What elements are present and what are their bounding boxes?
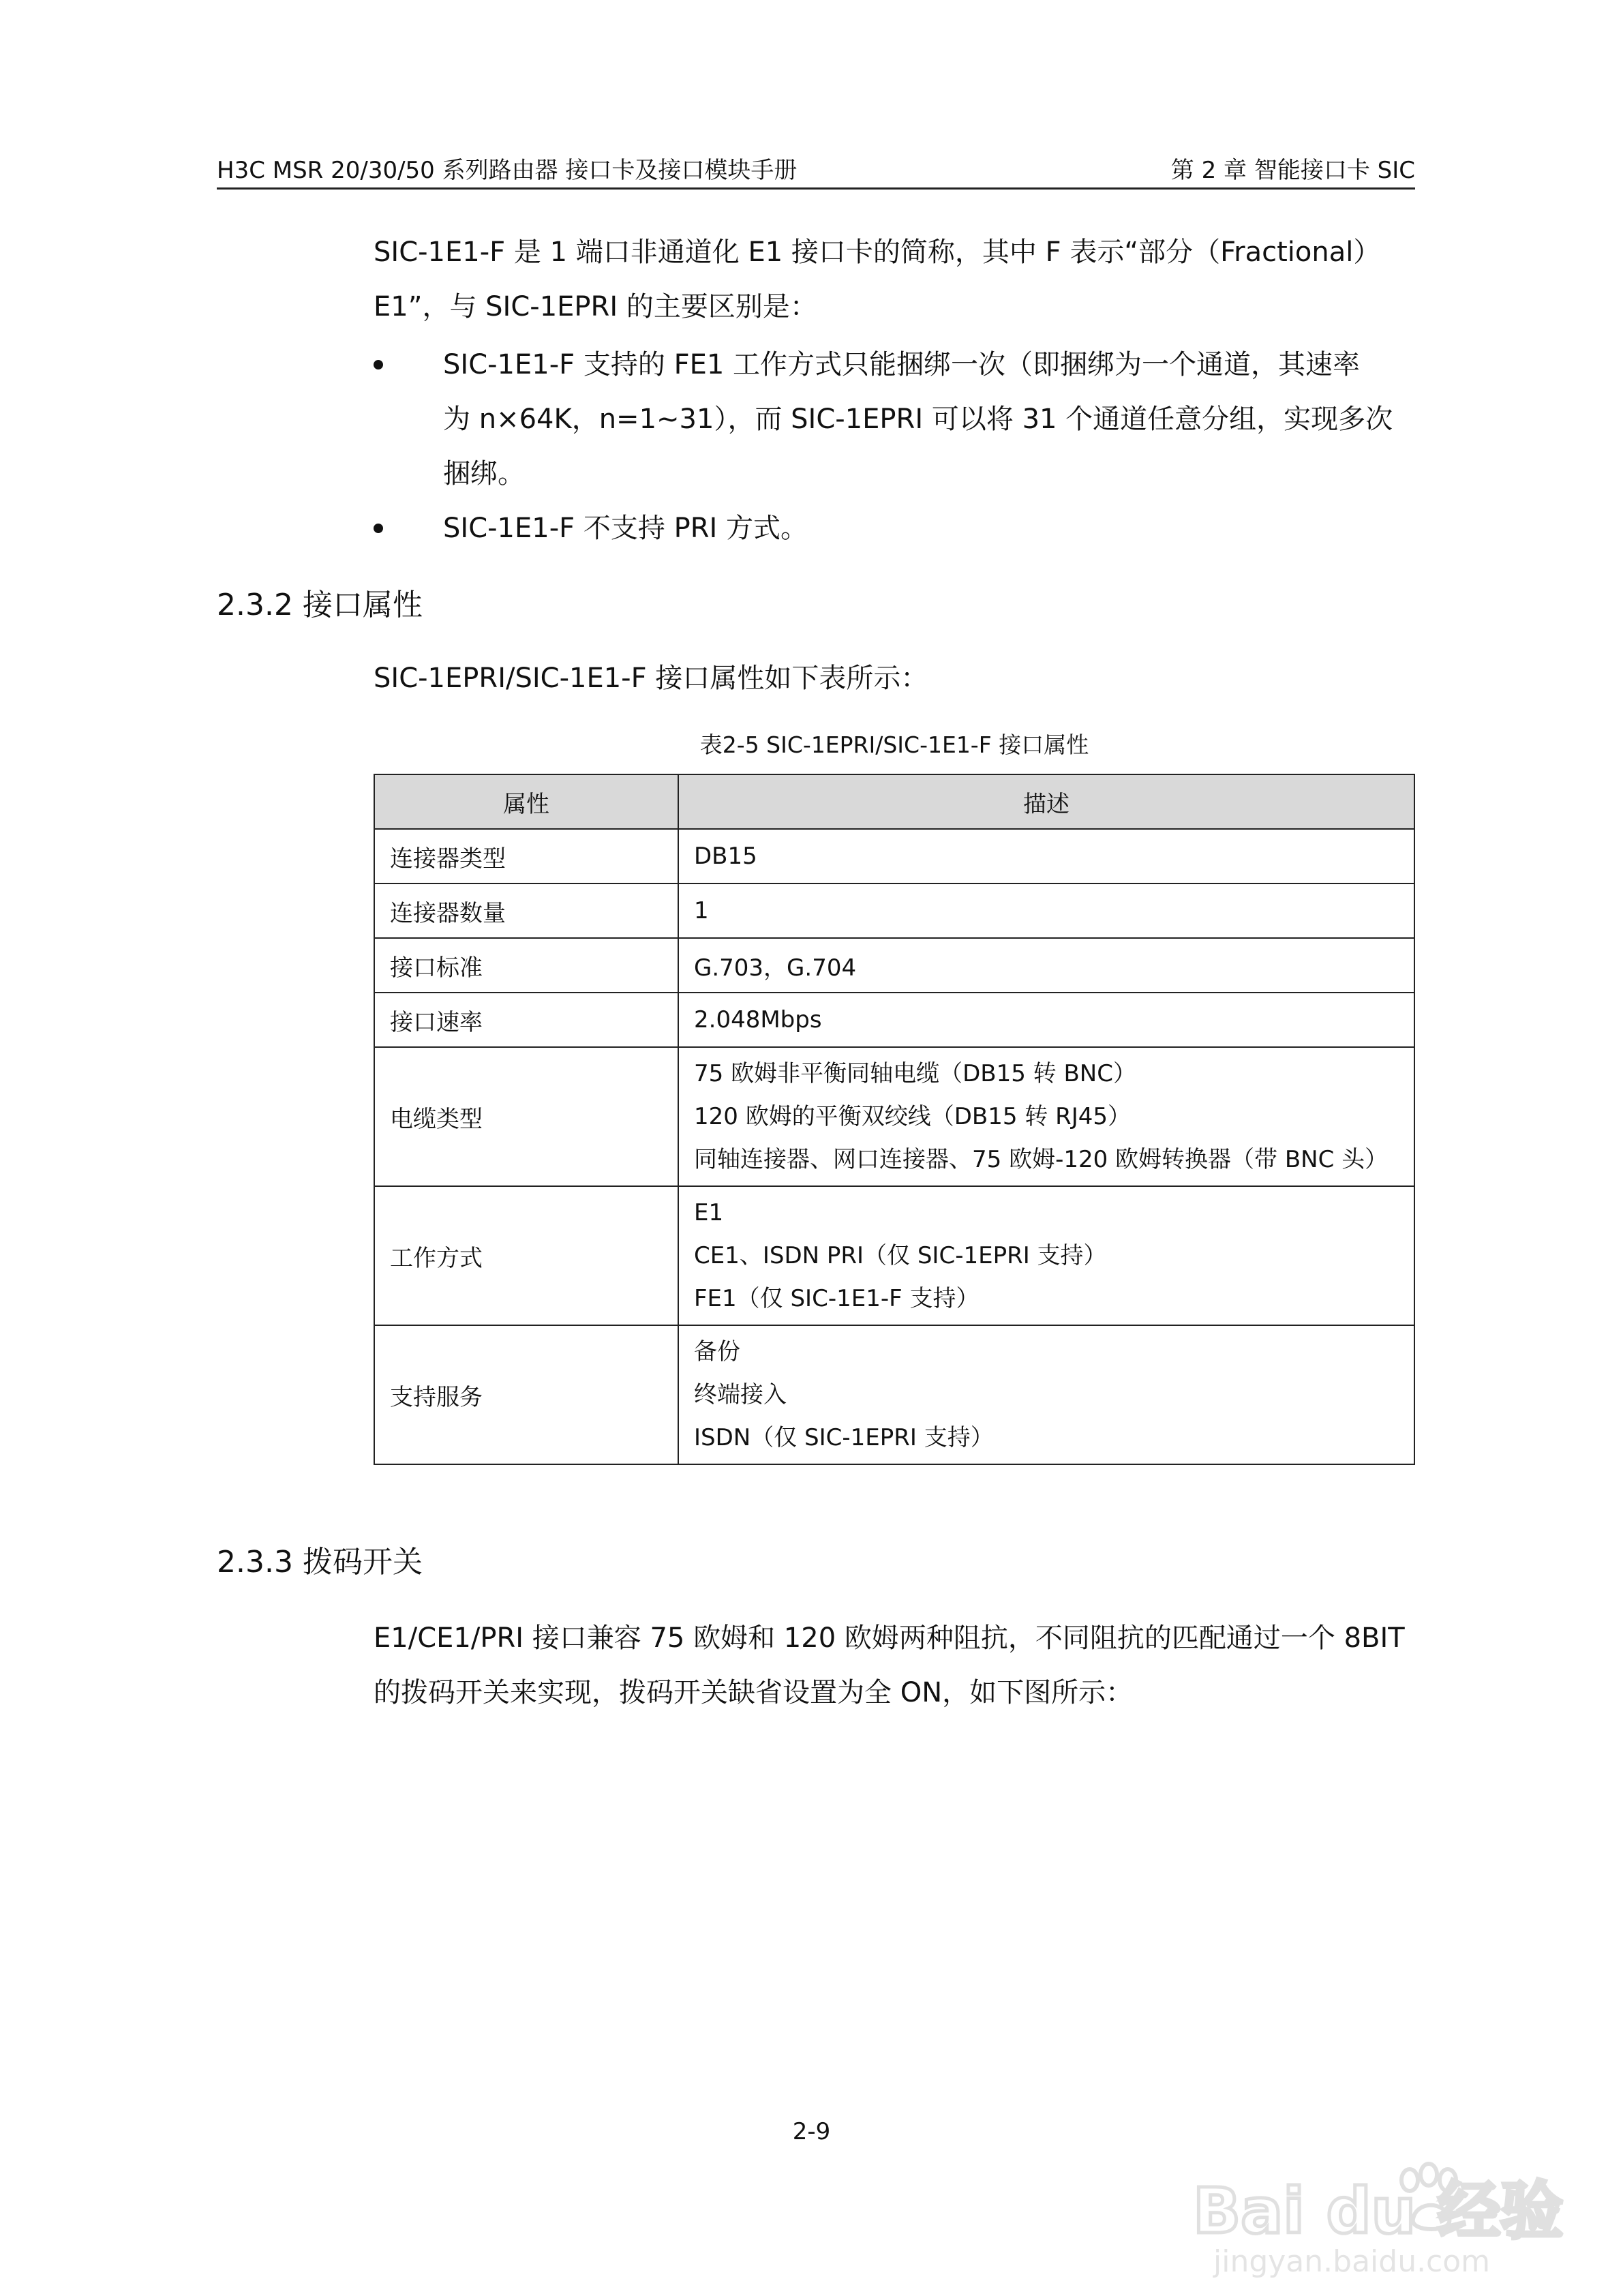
column-header-description: 描述 [678, 774, 1414, 829]
attribute-cell: 连接器类型 [374, 829, 678, 883]
description-cell: 1 [678, 883, 1414, 938]
description-line: FE1（仅 SIC-1E1-F 支持） [694, 1284, 980, 1312]
bullet-1-line-2: 为 n×64K，n=1~31），而 SIC-1EPRI 可以将 31 个通道任意分组，实现多次 [443, 404, 1393, 435]
section-2-3-3-line-2: 的拨码开关来实现，拨码开关缺省设置为全 ON，如下图所示： [374, 1677, 1134, 1708]
description-line: E1 [694, 1198, 724, 1226]
page-header [217, 153, 1415, 190]
column-header-attribute: 属性 [374, 774, 678, 829]
description-line: 备份 [694, 1338, 740, 1365]
description-cell: G.703，G.704 [678, 938, 1414, 993]
table-row [374, 993, 1414, 1047]
description-line: ISDN（仅 SIC-1EPRI 支持） [694, 1423, 994, 1451]
section-2-3-3-line-1: E1/CE1/PRI 接口兼容 75 欧姆和 120 欧姆两种阻抗，不同阻抗的匹配通过一个 8BIT [374, 1622, 1405, 1654]
description-line: 75 欧姆非平衡同轴电缆（DB15 转 BNC） [694, 1059, 1136, 1087]
section-heading-2-3-2: 2.3.2 接口属性 [217, 588, 423, 622]
bullet-dot [374, 360, 383, 369]
table-row [374, 938, 1414, 993]
table-row [374, 1047, 1414, 1186]
table-row [374, 1186, 1414, 1325]
section-2-3-2-text: SIC-1EPRI/SIC-1E1-F 接口属性如下表所示： [374, 663, 928, 694]
description-line: 120 欧姆的平衡双绞线（DB15 转 RJ45） [694, 1102, 1132, 1130]
table-header-row [374, 774, 1414, 829]
description-line: 同轴连接器、网口连接器、75 欧姆-120 欧姆转换器（带 BNC 头） [694, 1145, 1389, 1173]
bullet-1-line-3: 捆绑。 [443, 458, 525, 489]
table-row [374, 1325, 1414, 1464]
bullet-1-line-1: SIC-1E1-F 支持的 FE1 工作方式只能捆绑一次（即捆绑为一个通道，其速率 [443, 349, 1361, 380]
section-heading-2-3-3: 2.3.3 拨码开关 [217, 1545, 423, 1580]
table-row [374, 829, 1414, 883]
attribute-cell: 连接器数量 [374, 883, 678, 938]
header-document-title: H3C MSR 20/30/50 系列路由器 接口卡及接口模块手册 [217, 157, 798, 184]
attribute-cell: 工作方式 [374, 1186, 678, 1325]
description-line: 终端接入 [694, 1380, 787, 1408]
attribute-cell: 支持服务 [374, 1325, 678, 1464]
intro-line-2: E1”，与 SIC-1EPRI 的主要区别是： [374, 291, 817, 322]
description-cell [678, 1325, 1414, 1464]
attribute-cell: 接口标准 [374, 938, 678, 993]
baidu-jingyan-watermark [1152, 2147, 1575, 2284]
description-line: CE1、ISDN PRI（仅 SIC-1EPRI 支持） [694, 1241, 1107, 1269]
description-cell [678, 1047, 1414, 1186]
table-caption: 表2-5 SIC-1EPRI/SIC-1E1-F 接口属性 [699, 731, 1089, 758]
table-row [374, 883, 1414, 938]
description-cell: DB15 [678, 829, 1414, 883]
interface-attributes-table [374, 774, 1415, 1465]
attribute-cell: 接口速率 [374, 993, 678, 1047]
attribute-cell: 电缆类型 [374, 1047, 678, 1186]
page-number: 2-9 [792, 2118, 831, 2145]
bullet-dot [374, 524, 383, 533]
intro-line-1: SIC-1E1-F 是 1 端口非通道化 E1 接口卡的简称，其中 F 表示“部分（Fractional） [374, 237, 1381, 268]
description-cell: 2.048Mbps [678, 993, 1414, 1047]
watermark-url: jingyan.baidu.com [1213, 2244, 1491, 2279]
header-chapter-title: 第 2 章 智能接口卡 SIC [1170, 157, 1415, 184]
bullet-2-line-1: SIC-1E1-F 不支持 PRI 方式。 [443, 513, 808, 544]
description-cell [678, 1186, 1414, 1325]
watermark-brand: Bai du 经验 [1193, 2175, 1564, 2248]
